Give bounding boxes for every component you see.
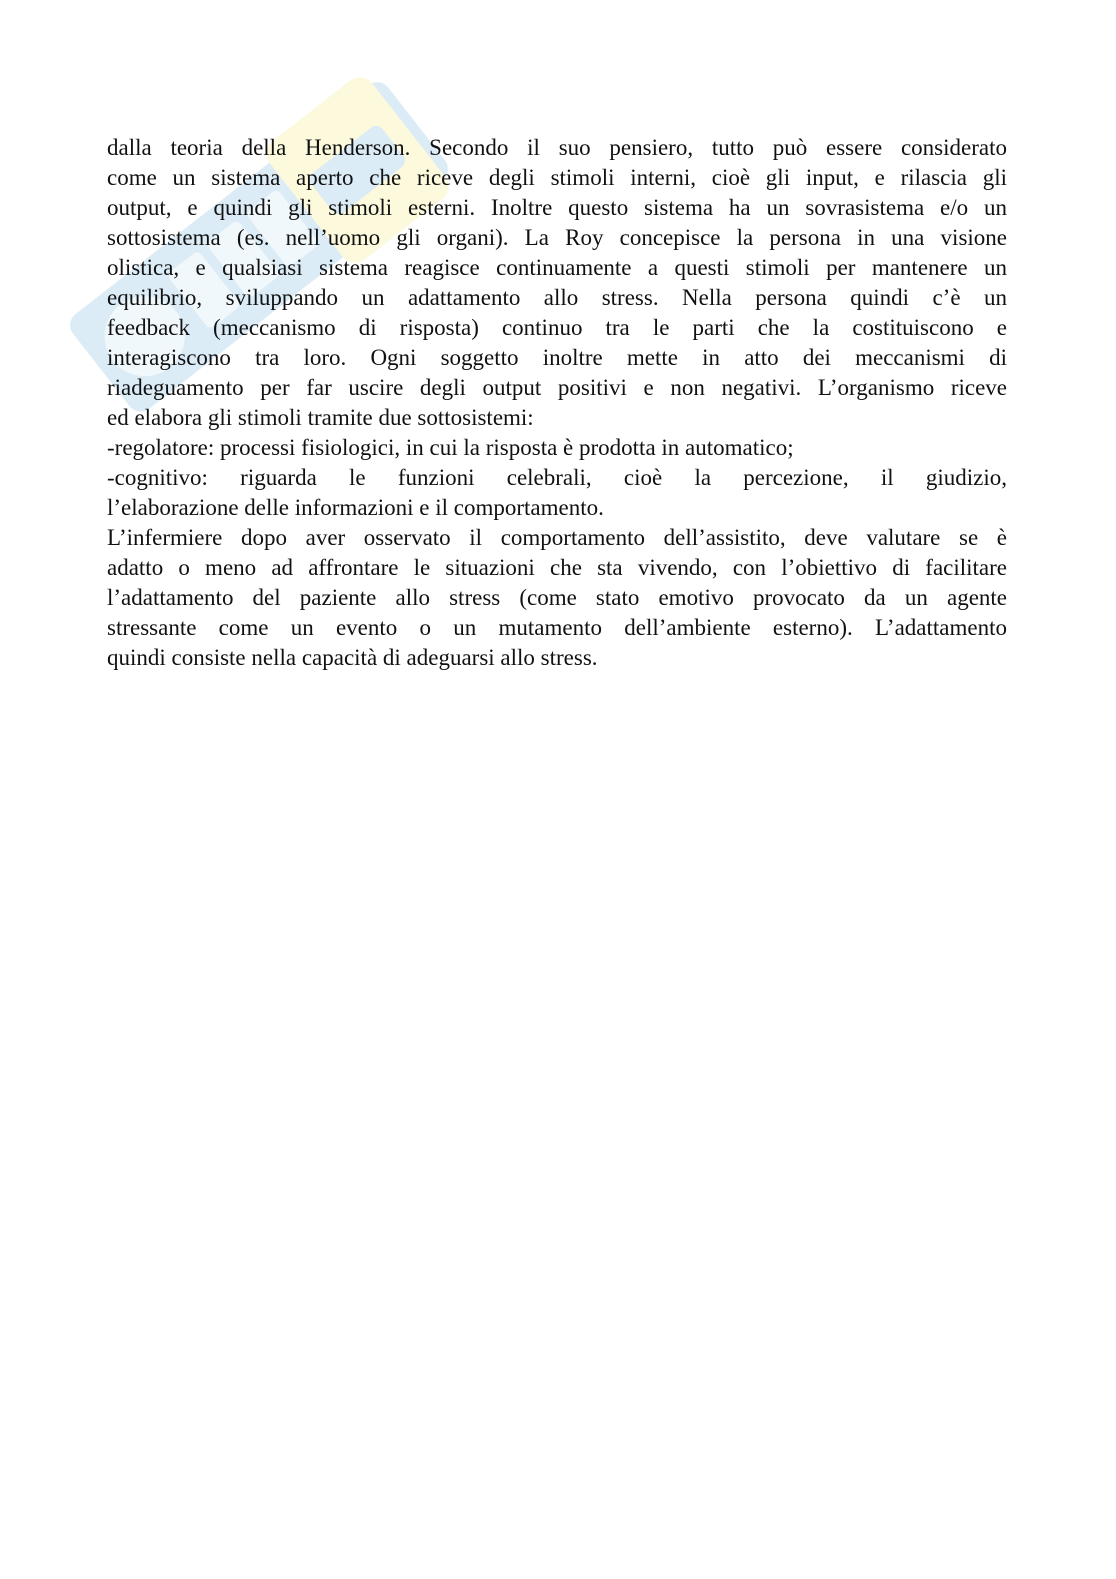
text-line: output, e quindi gli stimoli esterni. Inoltre questo sistema ha un sovrasistema e/o un <box>107 195 1007 220</box>
text-line: -cognitivo: riguarda le funzioni celebrali, cioè la percezione, il giudizio, <box>107 465 1007 490</box>
text-line: ed elabora gli stimoli tramite due sottosistemi: <box>107 405 534 430</box>
text-line: riadeguamento per far uscire degli output positivi e non negativi. L’organismo riceve <box>107 375 1007 400</box>
text-line: l’adattamento del paziente allo stress (come stato emotivo provocato da un agente <box>107 585 1007 610</box>
text-line: -regolatore: processi fisiologici, in cui la risposta è prodotta in automatico; <box>107 435 794 460</box>
text-line: equilibrio, sviluppando un adattamento allo stress. Nella persona quindi c’è un <box>107 285 1007 310</box>
text-line: l’elaborazione delle informazioni e il comportamento. <box>107 495 604 520</box>
text-line: come un sistema aperto che riceve degli stimoli interni, cioè gli input, e rilascia gli <box>107 165 1007 190</box>
text-line: sottosistema (es. nell’uomo gli organi). La Roy concepisce la persona in una visione <box>107 225 1007 250</box>
document-body <box>107 133 1007 673</box>
text-line: adatto o meno ad affrontare le situazioni che sta vivendo, con l’obiettivo di facilitare <box>107 555 1007 580</box>
text-line: dalla teoria della Henderson. Secondo il suo pensiero, tutto può essere considerato <box>107 135 1007 160</box>
text-line: stressante come un evento o un mutamento dell’ambiente esterno). L’adattamento <box>107 615 1007 640</box>
text-line: olistica, e qualsiasi sistema reagisce continuamente a questi stimoli per mantenere un <box>107 255 1007 280</box>
text-line: L’infermiere dopo aver osservato il comportamento dell’assistito, deve valutare se è <box>107 525 1007 550</box>
text-line: interagiscono tra loro. Ogni soggetto inoltre mette in atto dei meccanismi di <box>107 345 1007 370</box>
text-line: quindi consiste nella capacità di adeguarsi allo stress. <box>107 645 598 670</box>
text-line: feedback (meccanismo di risposta) continuo tra le parti che la costituiscono e <box>107 315 1007 340</box>
